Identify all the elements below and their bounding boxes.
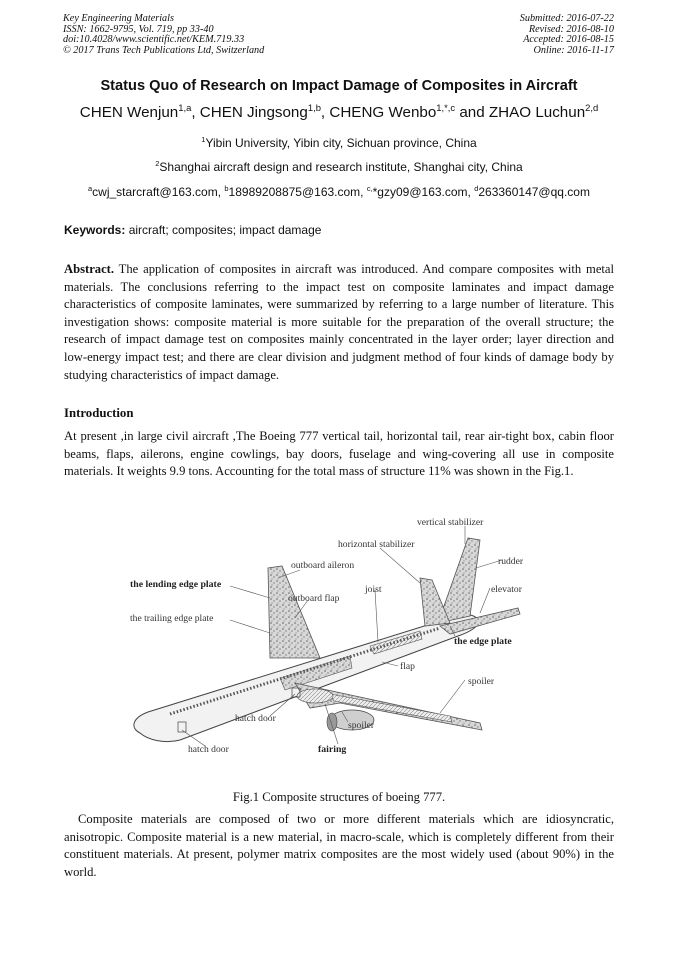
affiliation-1 — [0, 136, 678, 150]
email-sup: a — [88, 184, 93, 193]
label-flap: flap — [400, 661, 415, 672]
author-sep: and — [455, 104, 489, 121]
author-sup: 2,d — [585, 101, 599, 113]
email-sup: d — [474, 184, 479, 193]
label-outboard-flap: outboard flap — [288, 593, 340, 604]
author-sup: 1,*,c — [436, 101, 456, 113]
author-name: CHENG Wenbo — [329, 104, 437, 121]
copyright-line: © 2017 Trans Tech Publications Ltd, Switzerland — [63, 44, 265, 56]
label-joist: joist — [365, 584, 382, 595]
keywords-label: Keywords: — [64, 223, 126, 237]
far-wing — [268, 566, 320, 658]
affiliation-text: Shanghai aircraft design and research institute, Shanghai city, China — [159, 160, 523, 174]
email-link[interactable]: cwj_starcraft@163.com, — [92, 185, 225, 199]
revised-date: Revised: 2016-08-10 — [528, 23, 614, 35]
author-sup: 1,b — [307, 101, 321, 113]
author-sep: , — [191, 104, 200, 121]
affiliation-sup: 2 — [155, 159, 160, 168]
label-edge-plate: the edge plate — [454, 636, 512, 647]
section-heading-introduction: Introduction — [64, 406, 134, 420]
email-link[interactable]: 263360147@qq.com — [478, 185, 590, 199]
label-hatch-door-left: hatch door — [188, 744, 229, 755]
boeing-777-figure — [120, 508, 560, 758]
abstract-label: Abstract. — [64, 262, 115, 276]
email-sup: b — [224, 184, 229, 193]
label-spoiler-right: spoiler — [468, 676, 495, 687]
paper-title: Status Quo of Research on Impact Damage of Composites in Aircraft — [100, 78, 578, 94]
author-sep: , — [320, 104, 330, 121]
online-date: Online: 2016-11-17 — [533, 44, 614, 56]
abstract-text: The application of composites in aircraft was introduced. And compare composites with metal materials. The conclusions referring to the impact test on composite laminates and impact damage characteristics of composite laminates, were summarized by referring to a large number of literature. This investigation shows: composite material is more suitable for the preparation of the overall structure; the research of impact damage test on composites mainly concentrated in the layer order; layer direction and low-energy impact test; and there are clear division and judgment method of four kinds of damage body by studying characteristics of impact damage. — [64, 262, 614, 382]
author-name: ZHAO Luchun — [488, 104, 586, 121]
abstract — [64, 261, 614, 384]
fairing-shape — [297, 689, 333, 703]
email-sup: c, — [366, 184, 373, 193]
author-name: CHEN Jingsong — [199, 104, 308, 121]
journal-header-left — [63, 14, 264, 56]
label-lending-edge-plate: the lending edge plate — [130, 579, 222, 590]
label-trailing-edge-plate: the trailing edge plate — [130, 613, 214, 624]
doi-line: doi:10.4028/www.scientific.net/KEM.719.33 — [63, 34, 245, 46]
author-list — [0, 101, 678, 121]
label-elevator: elevator — [491, 584, 522, 595]
keywords — [64, 223, 321, 237]
label-vertical-stabilizer: vertical stabilizer — [417, 517, 484, 528]
label-spoiler-low: spoiler — [348, 720, 375, 731]
label-outboard-aileron: outboard aileron — [291, 560, 355, 571]
intro-paragraph-2: Composite materials are composed of two or more different materials which are idiosyncratic, anisotropic. Composite material is a new material, in macro-scale, which is completely different from their constituent materials. At present, polymer matrix composites are the most widely used (about 90%) in the world. — [64, 812, 614, 879]
author-sup: 1,a — [178, 101, 192, 113]
email-list — [0, 185, 678, 199]
affiliation-text: Yibin University, Yibin city, Sichuan province, China — [205, 136, 477, 150]
affiliation-sup: 1 — [201, 135, 206, 144]
label-hatch-door-mid: hatch door — [235, 713, 276, 724]
label-horizontal-stabilizer: horizontal stabilizer — [338, 539, 415, 550]
label-rudder: rudder — [498, 556, 524, 567]
journal-header-right — [520, 14, 614, 56]
figure-caption: Fig.1 Composite structures of boeing 777. — [232, 790, 446, 804]
email-link[interactable]: 18989208875@163.com, — [228, 185, 367, 199]
author-name: CHEN Wenjun — [79, 104, 179, 121]
intro-paragraph-1: At present ,in large civil aircraft ,The Boeing 777 vertical tail, horizontal tail, rear air-tight box, cabin floor beams, flaps, ailerons, engine cowlings, bay doors, fuselage and wing-covering all use in composite materials. It weights 9.9 tons. Accounting for the total mass of structure 11% was shown in the Fig.1. — [64, 429, 614, 479]
label-fairing: fairing — [318, 744, 347, 755]
accepted-date: Accepted: 2016-08-15 — [523, 34, 614, 46]
keywords-text: aircraft; composites; impact damage — [125, 223, 322, 237]
affiliation-2 — [0, 160, 678, 174]
issn-line: ISSN: 1662-9795, Vol. 719, pp 33-40 — [63, 23, 214, 35]
submitted-date: Submitted: 2016-07-22 — [519, 13, 614, 24]
email-link[interactable]: *gzy09@163.com, — [372, 185, 475, 199]
journal-name: Key Engineering Materials — [63, 13, 174, 24]
